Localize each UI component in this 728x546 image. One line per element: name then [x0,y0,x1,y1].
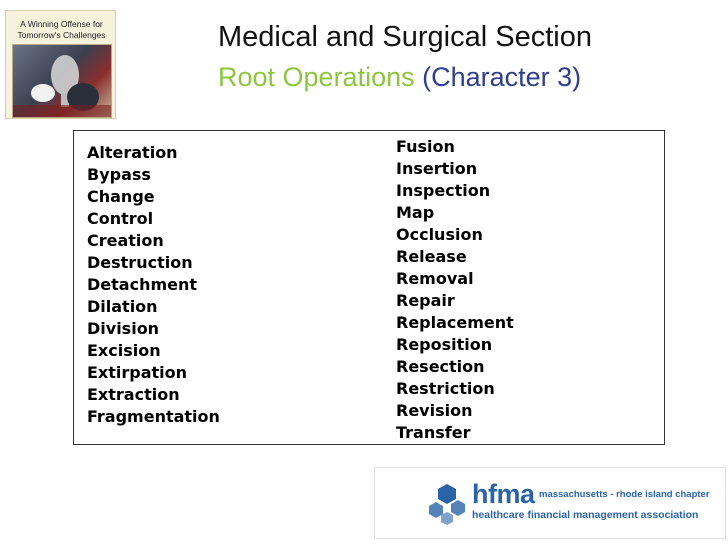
hfma-logo [374,467,726,539]
root-operation-item: Control [87,209,154,228]
root-operations-box [73,130,665,445]
root-operation-item: Extirpation [87,363,188,382]
hfma-chapter: massachusetts - rhode island chapter [539,489,710,500]
hfma-association: healthcare financial management association [472,509,699,521]
hfma-wordmark: hfma [472,479,535,509]
root-operations-left-column [87,142,220,428]
page-subtitle [218,60,581,94]
root-operation-item: Alteration [87,143,178,162]
root-operation-item: Detachment [87,275,198,294]
root-operation-item: Destruction [87,253,193,272]
root-operation-item: Occlusion [396,225,483,244]
root-operation-item: Bypass [87,165,151,184]
root-operation-item: Fusion [396,137,455,156]
corner-badge-line-1: A Winning Offense for [20,19,103,29]
root-operation-item: Excision [87,341,161,360]
root-operation-item: Release [396,247,467,266]
root-operation-item: Extraction [87,385,180,404]
root-operation-item: Repair [396,291,455,310]
root-operation-item: Insertion [396,159,478,178]
root-operation-item: Fragmentation [87,407,220,426]
root-operation-item: Removal [396,269,474,288]
root-operation-item: Revision [396,401,473,420]
root-operation-item: Creation [87,231,164,250]
subtitle-character: (Character 3) [422,62,582,92]
root-operation-item: Division [87,319,160,338]
root-operation-item: Reposition [396,335,493,354]
hfma-hexagon-icon [427,482,467,526]
subtitle-root-operations: Root Operations [218,62,415,92]
root-operations-right-column [396,136,514,444]
root-operation-item: Replacement [396,313,514,332]
root-operation-item: Transfer [396,423,471,442]
trophy-player-image [13,45,111,117]
root-operation-item: Change [87,187,155,206]
root-operation-item: Dilation [87,297,158,316]
football-trophy-photo [12,44,112,118]
corner-badge-line-2: Tomorrow's Challenges [17,30,106,40]
corner-badge [5,10,116,119]
root-operation-item: Resection [396,357,485,376]
page-title: Medical and Surgical Section [218,21,592,53]
root-operation-item: Restriction [396,379,495,398]
root-operation-item: Map [396,203,435,222]
root-operation-item: Inspection [396,181,491,200]
